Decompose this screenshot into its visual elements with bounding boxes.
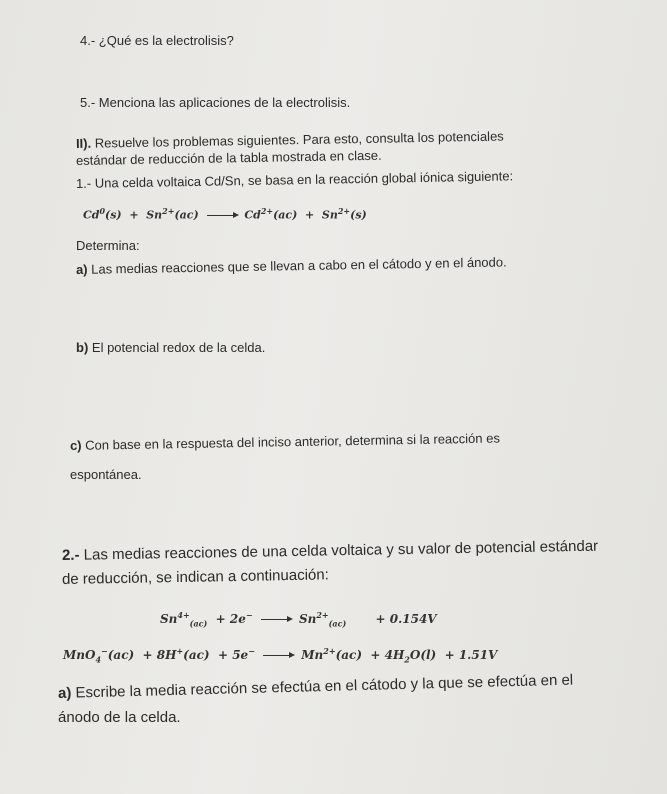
potential-2: + 1.51V: [444, 648, 498, 662]
section-2-text: Resuelve los problemas siguientes. Para esto, consulta los potenciales: [91, 128, 504, 151]
reaction-arrow: [207, 215, 237, 216]
problem-2-part-a-line-1: a) Escribe la media reacción se efectúa en el cátodo y la que se efectúa en el: [57, 671, 574, 702]
problem-1-part-c-line-2: espontánea.: [70, 467, 142, 482]
problem-2-line-1: 2.- Las medias reacciones de una celda voltaica y su valor de potencial estándar: [61, 537, 599, 564]
problem-1-part-a: a) Las medias reacciones que se llevan a cabo en el cátodo y en el ánodo.: [75, 254, 507, 277]
problem-1-part-c-line-1: c) Con base en la respuesta del inciso anterior, determina si la reacción es: [69, 430, 501, 453]
question-4: 4.- ¿Qué es la electrolisis?: [80, 33, 234, 48]
section-2-line-2: estándar de reducción de la tabla mostrada en clase.: [75, 147, 382, 168]
determina-heading: Determina:: [76, 238, 140, 253]
problem-2-half-reaction-1: $Sn^{4+}_{(ac)} + 2e^-$ $Sn^{2+}_{(ac)}$ + 0.154V: [160, 610, 437, 629]
problem-2-line-2: de reducción, se indican a continuación:: [61, 566, 329, 588]
potential-1: + 0.154V: [375, 612, 437, 626]
problem-2-half-reaction-2: MnO$_4$−(ac) + 8H+(ac) + 5e− $Mn^{2+}(ac) + 4H_2O(l) + 1.51V$: [63, 646, 498, 665]
reaction-arrow: [263, 655, 293, 656]
problem-2-part-a-line-2: ánodo de la celda.: [58, 709, 181, 726]
question-5: 5.- Menciona las aplicaciones de la electrolisis.: [80, 95, 351, 110]
section-2-numeral: II).: [75, 135, 92, 151]
problem-1-intro: 1.- Una celda voltaica Cd/Sn, se basa en la reacción global iónica siguiente:: [75, 168, 514, 191]
problem-1-equation: $Cd^0(s) + Sn^{2+}(ac) Cd^{2+}(ac) + Sn^{2+}(s)$: [83, 206, 367, 222]
reaction-arrow: [261, 619, 291, 620]
problem-1-part-b: b) El potencial redox de la celda.: [76, 340, 266, 355]
